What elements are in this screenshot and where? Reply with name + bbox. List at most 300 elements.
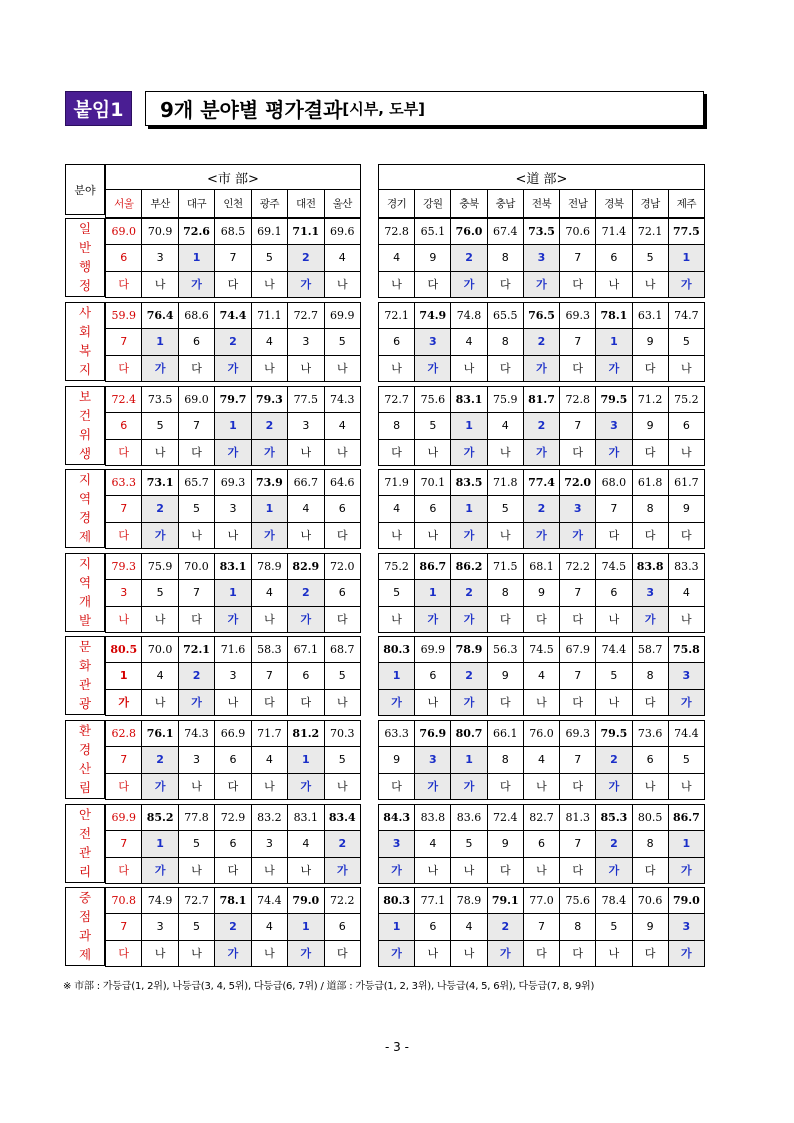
field-name-char: 회 xyxy=(78,323,92,339)
rank-cell: 6 xyxy=(106,413,142,439)
score-cell: 72.8 xyxy=(560,387,596,413)
rank-cell: 2 xyxy=(178,663,214,689)
field-name-char: 관 xyxy=(78,844,92,860)
grade-note: ※ 市部 : 가등급(1, 2위), 나등급(3, 4, 5위), 다등급(6, 7위) / 道部 : 가등급(1, 2, 3위), 나등급(4, 5, 6위), 다등급(7, 8, 9위) xyxy=(63,981,595,992)
score-cell: 74.4 xyxy=(668,721,704,747)
score-cell: 74.4 xyxy=(251,888,287,914)
grade-cell: 가 xyxy=(668,689,704,715)
rank-cell: 3 xyxy=(215,663,251,689)
rank-cell: 9 xyxy=(632,413,668,439)
score-cell: 68.6 xyxy=(178,303,214,329)
field-name xyxy=(65,553,105,632)
grade-cell: 나 xyxy=(178,773,214,799)
grade-cell: 다 xyxy=(106,773,142,799)
rank-cell: 7 xyxy=(106,496,142,522)
grade-cell: 가 xyxy=(523,522,559,548)
grade-cell: 나 xyxy=(415,522,451,548)
score-cell: 70.8 xyxy=(106,888,142,914)
score-cell: 71.9 xyxy=(379,470,415,496)
grade-cell: 다 xyxy=(379,439,415,465)
grade-cell: 다 xyxy=(523,606,559,632)
grade-cell: 다 xyxy=(324,940,360,966)
rank-cell: 2 xyxy=(596,831,632,857)
rank-cell: 3 xyxy=(142,914,178,940)
rank-cell: 2 xyxy=(288,245,324,271)
rank-cell: 3 xyxy=(668,663,704,689)
grade-cell: 다 xyxy=(215,773,251,799)
field-name-char: 정 xyxy=(78,277,92,293)
score-cell: 68.5 xyxy=(215,219,251,245)
grade-cell: 다 xyxy=(251,689,287,715)
grade-cell: 나 xyxy=(632,271,668,297)
score-cell: 67.9 xyxy=(560,637,596,663)
score-cell: 73.6 xyxy=(632,721,668,747)
grade-cell: 다 xyxy=(560,271,596,297)
grade-cell: 가 xyxy=(523,355,559,381)
field-name xyxy=(65,302,105,381)
grade-cell: 다 xyxy=(487,689,523,715)
score-cell: 75.6 xyxy=(415,387,451,413)
grade-cell: 가 xyxy=(142,522,178,548)
grade-cell: 나 xyxy=(523,857,559,883)
rank-cell: 7 xyxy=(560,663,596,689)
score-cell: 69.0 xyxy=(178,387,214,413)
field-name-char: 관 xyxy=(78,676,92,692)
grade-cell: 나 xyxy=(178,940,214,966)
score-cell: 69.1 xyxy=(251,219,287,245)
score-cell: 74.5 xyxy=(596,554,632,580)
rank-cell: 2 xyxy=(142,496,178,522)
grade-cell: 가 xyxy=(178,271,214,297)
grade-cell: 가 xyxy=(288,271,324,297)
field-name xyxy=(65,469,105,548)
grade-cell: 나 xyxy=(288,355,324,381)
rank-cell: 4 xyxy=(451,914,487,940)
score-cell: 79.5 xyxy=(596,387,632,413)
score-cell: 70.0 xyxy=(142,637,178,663)
score-cell: 58.3 xyxy=(251,637,287,663)
score-cell: 79.3 xyxy=(251,387,287,413)
score-cell: 56.3 xyxy=(487,637,523,663)
field-name-char: 과 xyxy=(78,927,92,943)
grade-cell: 나 xyxy=(178,857,214,883)
grade-cell: 나 xyxy=(415,940,451,966)
grade-cell: 나 xyxy=(324,689,360,715)
rank-cell: 3 xyxy=(415,747,451,773)
score-cell: 65.7 xyxy=(178,470,214,496)
score-cell: 72.8 xyxy=(379,219,415,245)
grade-cell: 가 xyxy=(324,857,360,883)
grade-cell: 나 xyxy=(523,773,559,799)
rank-cell: 6 xyxy=(215,831,251,857)
rank-cell: 9 xyxy=(487,831,523,857)
score-cell: 70.0 xyxy=(178,554,214,580)
title-sub: [시부, 도부] xyxy=(342,100,425,118)
si-field-block xyxy=(105,386,361,466)
score-cell: 63.3 xyxy=(379,721,415,747)
si-field-block xyxy=(105,887,361,967)
score-cell: 70.3 xyxy=(324,721,360,747)
rank-cell: 2 xyxy=(324,831,360,857)
rank-cell: 3 xyxy=(560,496,596,522)
field-name-char: 생 xyxy=(78,445,92,461)
score-cell: 69.3 xyxy=(560,303,596,329)
score-cell: 84.3 xyxy=(379,805,415,831)
rank-cell: 5 xyxy=(668,747,704,773)
score-cell: 83.3 xyxy=(668,554,704,580)
grade-cell: 가 xyxy=(632,606,668,632)
rank-cell: 3 xyxy=(142,245,178,271)
rank-cell: 9 xyxy=(415,245,451,271)
rank-cell: 1 xyxy=(451,747,487,773)
do-field-block xyxy=(378,636,705,716)
grade-cell: 가 xyxy=(487,940,523,966)
rank-cell: 5 xyxy=(324,329,360,355)
grade-cell: 가 xyxy=(251,522,287,548)
rank-cell: 1 xyxy=(106,663,142,689)
region-header: 서울 xyxy=(106,190,142,218)
score-cell: 71.2 xyxy=(632,387,668,413)
score-cell: 79.0 xyxy=(668,888,704,914)
grade-cell: 다 xyxy=(324,522,360,548)
rank-cell: 9 xyxy=(487,663,523,689)
rank-cell: 6 xyxy=(288,663,324,689)
rank-cell: 4 xyxy=(668,580,704,606)
region-header: 대구 xyxy=(178,190,214,218)
rank-cell: 6 xyxy=(596,580,632,606)
rank-cell: 2 xyxy=(523,496,559,522)
rank-cell: 7 xyxy=(106,747,142,773)
score-cell: 70.6 xyxy=(632,888,668,914)
grade-cell: 나 xyxy=(668,439,704,465)
rank-cell: 6 xyxy=(178,329,214,355)
score-cell: 77.5 xyxy=(668,219,704,245)
field-name-char: 건 xyxy=(78,407,92,423)
rank-cell: 1 xyxy=(415,580,451,606)
score-cell: 74.9 xyxy=(142,888,178,914)
rank-cell: 2 xyxy=(451,580,487,606)
rank-cell: 3 xyxy=(178,747,214,773)
grade-cell: 가 xyxy=(215,606,251,632)
score-cell: 65.1 xyxy=(415,219,451,245)
score-cell: 75.2 xyxy=(379,554,415,580)
field-name-char: 반 xyxy=(78,239,92,255)
score-cell: 74.5 xyxy=(523,637,559,663)
score-cell: 78.9 xyxy=(451,888,487,914)
grade-cell: 가 xyxy=(178,689,214,715)
grade-cell: 다 xyxy=(106,857,142,883)
grade-cell: 나 xyxy=(379,355,415,381)
rank-cell: 2 xyxy=(451,663,487,689)
rank-cell: 1 xyxy=(288,747,324,773)
score-cell: 65.5 xyxy=(487,303,523,329)
rank-cell: 5 xyxy=(142,413,178,439)
score-cell: 74.8 xyxy=(451,303,487,329)
score-cell: 71.1 xyxy=(288,219,324,245)
rank-cell: 2 xyxy=(487,914,523,940)
score-cell: 72.2 xyxy=(324,888,360,914)
score-cell: 61.8 xyxy=(632,470,668,496)
rank-cell: 5 xyxy=(596,663,632,689)
score-cell: 69.3 xyxy=(560,721,596,747)
score-cell: 85.3 xyxy=(596,805,632,831)
grade-cell: 나 xyxy=(523,689,559,715)
grade-cell: 가 xyxy=(668,940,704,966)
grade-cell: 가 xyxy=(379,689,415,715)
do-field-block xyxy=(378,469,705,549)
score-cell: 68.1 xyxy=(523,554,559,580)
rank-cell: 8 xyxy=(487,580,523,606)
rank-cell: 3 xyxy=(668,914,704,940)
region-header: 경북 xyxy=(596,190,632,218)
grade-cell: 나 xyxy=(251,857,287,883)
grade-cell: 나 xyxy=(451,857,487,883)
grade-cell: 다 xyxy=(560,857,596,883)
grade-cell: 나 xyxy=(288,857,324,883)
score-cell: 72.0 xyxy=(560,470,596,496)
rank-cell: 5 xyxy=(324,747,360,773)
rank-cell: 7 xyxy=(251,663,287,689)
field-name-char: 개 xyxy=(78,593,92,609)
region-header: 울산 xyxy=(324,190,360,218)
score-cell: 76.5 xyxy=(523,303,559,329)
rank-cell: 8 xyxy=(487,747,523,773)
field-name-char: 보 xyxy=(78,389,92,404)
si-field-block xyxy=(105,804,361,884)
grade-cell: 가 xyxy=(668,857,704,883)
grade-cell: 다 xyxy=(487,606,523,632)
rank-cell: 5 xyxy=(596,914,632,940)
field-name-char: 환 xyxy=(78,723,92,738)
field-name-char: 지 xyxy=(78,361,92,377)
score-cell: 66.9 xyxy=(215,721,251,747)
grade-cell: 다 xyxy=(632,439,668,465)
rank-cell: 5 xyxy=(415,413,451,439)
grade-cell: 나 xyxy=(288,522,324,548)
rank-cell: 1 xyxy=(596,329,632,355)
grade-cell: 다 xyxy=(178,606,214,632)
grade-cell: 다 xyxy=(632,857,668,883)
rank-cell: 4 xyxy=(251,580,287,606)
rank-cell: 4 xyxy=(251,329,287,355)
grade-cell: 나 xyxy=(451,940,487,966)
rank-cell: 3 xyxy=(596,413,632,439)
rank-cell: 4 xyxy=(324,245,360,271)
region-header: 전남 xyxy=(560,190,596,218)
rank-cell: 5 xyxy=(324,663,360,689)
page-title xyxy=(145,91,704,126)
grade-cell: 나 xyxy=(251,355,287,381)
score-cell: 83.6 xyxy=(451,805,487,831)
field-name-char: 일 xyxy=(78,221,92,236)
score-cell: 81.3 xyxy=(560,805,596,831)
field-name-char: 경 xyxy=(78,741,92,757)
grade-cell: 나 xyxy=(251,606,287,632)
grade-cell: 가 xyxy=(379,857,415,883)
score-cell: 72.4 xyxy=(106,387,142,413)
grade-cell: 나 xyxy=(142,439,178,465)
rank-cell: 9 xyxy=(668,496,704,522)
grade-cell: 가 xyxy=(596,355,632,381)
grade-cell: 나 xyxy=(415,857,451,883)
field-name-char: 지 xyxy=(78,472,92,487)
rank-cell: 2 xyxy=(288,580,324,606)
rank-cell: 7 xyxy=(523,914,559,940)
score-cell: 76.1 xyxy=(142,721,178,747)
score-cell: 79.0 xyxy=(288,888,324,914)
si-field-block xyxy=(105,720,361,800)
title-main: 9개 분야별 평가결과 xyxy=(160,98,343,122)
score-cell: 73.5 xyxy=(142,387,178,413)
grade-cell: 나 xyxy=(142,606,178,632)
field-name xyxy=(65,218,105,297)
score-cell: 81.7 xyxy=(523,387,559,413)
grade-cell: 다 xyxy=(632,689,668,715)
rank-cell: 6 xyxy=(324,580,360,606)
score-cell: 66.7 xyxy=(288,470,324,496)
region-header: 인천 xyxy=(215,190,251,218)
score-cell: 86.7 xyxy=(668,805,704,831)
score-cell: 72.1 xyxy=(632,219,668,245)
rank-cell: 8 xyxy=(379,413,415,439)
rank-cell: 7 xyxy=(560,329,596,355)
rank-cell: 7 xyxy=(215,245,251,271)
grade-cell: 다 xyxy=(560,606,596,632)
region-header: 부산 xyxy=(142,190,178,218)
score-cell: 72.7 xyxy=(379,387,415,413)
rank-cell: 5 xyxy=(379,580,415,606)
rank-cell: 6 xyxy=(415,663,451,689)
field-name-char: 점 xyxy=(78,908,92,924)
score-cell: 83.4 xyxy=(324,805,360,831)
grade-cell: 나 xyxy=(324,439,360,465)
region-header: 경남 xyxy=(632,190,668,218)
score-cell: 83.5 xyxy=(451,470,487,496)
score-cell: 78.1 xyxy=(596,303,632,329)
rank-cell: 4 xyxy=(451,329,487,355)
rank-cell: 7 xyxy=(178,413,214,439)
do-field-block xyxy=(378,553,705,633)
rank-cell: 3 xyxy=(288,413,324,439)
grade-cell: 가 xyxy=(596,773,632,799)
si-field-block xyxy=(105,218,361,298)
region-header: 대전 xyxy=(288,190,324,218)
score-cell: 74.3 xyxy=(324,387,360,413)
rank-cell: 4 xyxy=(142,663,178,689)
score-cell: 72.1 xyxy=(379,303,415,329)
score-cell: 71.4 xyxy=(596,219,632,245)
score-cell: 77.8 xyxy=(178,805,214,831)
score-cell: 67.4 xyxy=(487,219,523,245)
score-cell: 75.2 xyxy=(668,387,704,413)
rank-cell: 6 xyxy=(668,413,704,439)
score-cell: 70.1 xyxy=(415,470,451,496)
score-cell: 78.9 xyxy=(451,637,487,663)
grade-cell: 나 xyxy=(487,522,523,548)
field-name-char: 리 xyxy=(78,863,92,879)
score-cell: 83.8 xyxy=(415,805,451,831)
rank-cell: 4 xyxy=(251,747,287,773)
do-field-block xyxy=(378,720,705,800)
field-name-char: 발 xyxy=(78,612,92,628)
grade-cell: 나 xyxy=(596,606,632,632)
score-cell: 70.9 xyxy=(142,219,178,245)
rank-cell: 7 xyxy=(596,496,632,522)
rank-cell: 1 xyxy=(142,831,178,857)
si-group-title: <市 部> xyxy=(106,165,361,190)
rank-cell: 9 xyxy=(632,914,668,940)
rank-cell: 8 xyxy=(632,663,668,689)
rank-cell: 1 xyxy=(215,580,251,606)
grade-cell: 다 xyxy=(560,773,596,799)
field-name-char: 행 xyxy=(78,258,92,274)
grade-cell: 가 xyxy=(215,355,251,381)
si-field-block xyxy=(105,469,361,549)
grade-cell: 나 xyxy=(324,773,360,799)
region-header: 제주 xyxy=(668,190,704,218)
rank-cell: 1 xyxy=(451,496,487,522)
field-name xyxy=(65,386,105,465)
grade-cell: 다 xyxy=(487,773,523,799)
field-name-char: 중 xyxy=(78,890,92,905)
rank-cell: 3 xyxy=(632,580,668,606)
rank-cell: 2 xyxy=(142,747,178,773)
score-cell: 74.3 xyxy=(178,721,214,747)
score-cell: 80.5 xyxy=(106,637,142,663)
grade-cell: 가 xyxy=(451,522,487,548)
rank-cell: 1 xyxy=(288,914,324,940)
grade-cell: 나 xyxy=(379,522,415,548)
score-cell: 74.4 xyxy=(215,303,251,329)
field-name-char: 위 xyxy=(78,426,92,442)
grade-cell: 나 xyxy=(596,271,632,297)
field-name-char: 화 xyxy=(78,657,92,673)
rank-cell: 4 xyxy=(379,245,415,271)
grade-cell: 다 xyxy=(596,522,632,548)
grade-cell: 가 xyxy=(415,355,451,381)
grade-cell: 가 xyxy=(251,439,287,465)
score-cell: 86.2 xyxy=(451,554,487,580)
rank-cell: 7 xyxy=(560,580,596,606)
si-header-table xyxy=(105,164,361,218)
score-cell: 69.3 xyxy=(215,470,251,496)
grade-cell: 다 xyxy=(106,940,142,966)
score-cell: 77.1 xyxy=(415,888,451,914)
grade-cell: 가 xyxy=(451,689,487,715)
grade-cell: 나 xyxy=(596,940,632,966)
field-name-char: 사 xyxy=(78,305,92,320)
score-cell: 75.9 xyxy=(487,387,523,413)
rank-cell: 8 xyxy=(487,245,523,271)
score-cell: 66.1 xyxy=(487,721,523,747)
grade-cell: 나 xyxy=(106,606,142,632)
score-cell: 74.7 xyxy=(668,303,704,329)
grade-cell: 다 xyxy=(324,606,360,632)
score-cell: 73.5 xyxy=(523,219,559,245)
grade-cell: 가 xyxy=(451,271,487,297)
rank-cell: 3 xyxy=(379,831,415,857)
do-field-block xyxy=(378,218,705,298)
grade-cell: 다 xyxy=(106,522,142,548)
score-cell: 72.6 xyxy=(178,219,214,245)
grade-cell: 다 xyxy=(178,355,214,381)
grade-cell: 가 xyxy=(379,940,415,966)
grade-cell: 다 xyxy=(560,689,596,715)
score-cell: 63.3 xyxy=(106,470,142,496)
score-cell: 80.3 xyxy=(379,888,415,914)
rank-cell: 3 xyxy=(288,329,324,355)
rank-cell: 2 xyxy=(596,747,632,773)
